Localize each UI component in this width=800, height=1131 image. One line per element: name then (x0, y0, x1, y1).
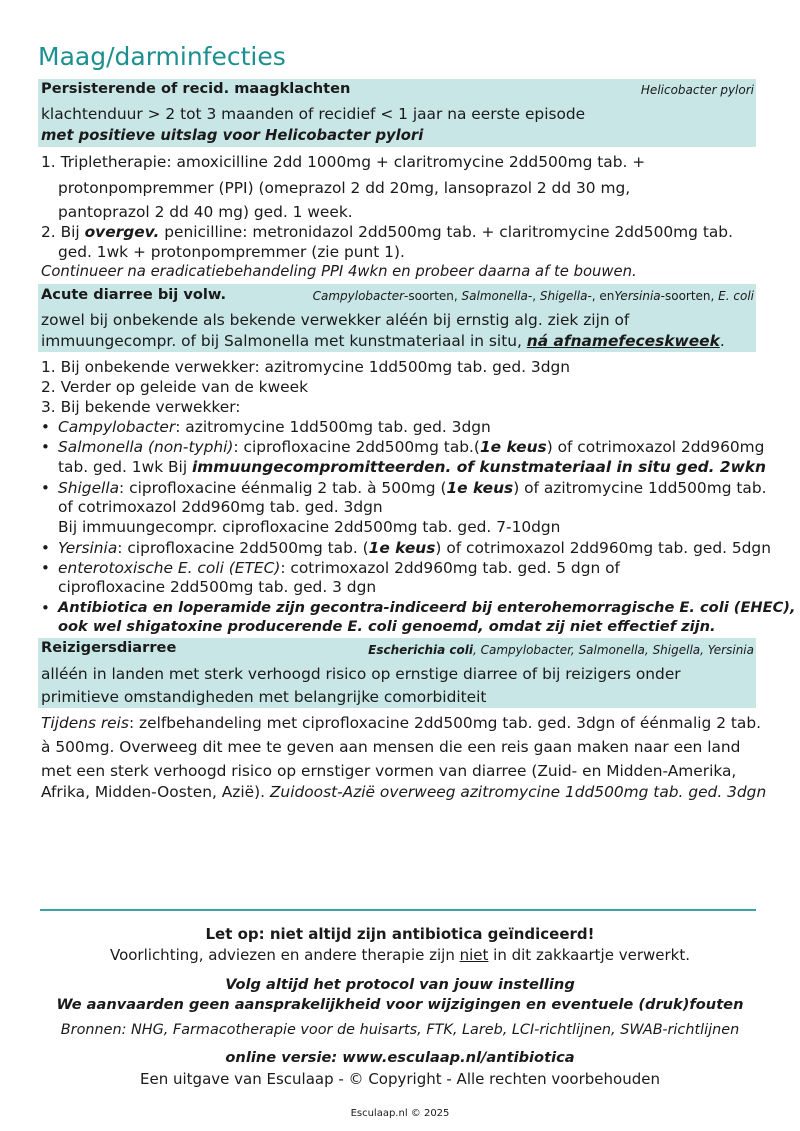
bullet-icon: • (41, 559, 50, 577)
helicobacter-item-1-line-2: protonpompremmer (PPI) (omeprazol 2 dd 20mg, lansoprazol 2 dd 30 mg, (58, 179, 631, 197)
salmonella-item-line-2: tab. ged. 1wk Bij immuungecompromitteerden. of kunstmateriaal in situ ged. 2wkn (58, 458, 766, 476)
footer-online-link: online versie: www.esculaap.nl/antibiotica (225, 1049, 575, 1066)
shigella-item-line-3: Bij immuungecompr. ciprofloxacine 2dd500mg tab. ged. 7-10dgn (58, 518, 561, 536)
bullet-icon: • (41, 479, 50, 497)
diarrhea-step-1: 1. Bij onbekende verwekker: azitromycine 1dd500mg tab. ged. 3dgn (41, 358, 570, 376)
footer-protocol: Volg altijd het protocol van jouw instelling (225, 976, 575, 993)
footer-divider (40, 909, 756, 911)
yersinia-item: Yersinia: ciprofloxacine 2dd500mg tab. (1e keus) of cotrimoxazol 2dd960mg tab. ged. 5dgn (58, 539, 771, 557)
section-helicobacter-source: Helicobacter pylori (640, 83, 754, 97)
shigella-item-line-1: Shigella: ciprofloxacine éénmalig 2 tab. à 500mg (1e keus) of azitromycine 1dd500mg tab. (58, 479, 767, 497)
shigella-item-line-2: of cotrimoxazol 2dd960mg tab. ged. 3dgn (58, 498, 383, 516)
helicobacter-item-2-line-1: 2. Bij overgev. penicilline: metronidazol 2dd500mg tab. + claritromycine 2dd500mg tab. (41, 223, 733, 241)
footer-liability: We aanvaarden geen aansprakelijkheid voor wijzigingen en eventuele (druk)fouten (56, 996, 744, 1013)
footer-info: Voorlichting, adviezen en andere therapie zijn niet in dit zakkaartje verwerkt. (109, 946, 690, 964)
bullet-icon: • (41, 418, 50, 436)
footer-sources: Bronnen: NHG, Farmacotherapie voor de huisarts, FTK, Lareb, LCI-richtlijnen, SWAB-richtlijnen (60, 1022, 740, 1038)
helicobacter-item-1-line-3: pantoprazol 2 dd 40 mg) ged. 1 week. (58, 203, 353, 221)
section-diarrhea-criteria-2: immuungecompr. of bij Salmonella met kunstmateriaal in situ, ná afnamefeceskweek. (41, 332, 725, 350)
travel-paragraph-line-3: met een sterk verhoogd risico op ernstiger vormen van diarree (Zuid- en Midden-Amerika, (41, 762, 737, 780)
helicobacter-note: Continueer na eradicatiebehandeling PPI 4wkn en probeer daarna af te bouwen. (41, 263, 637, 280)
section-travel-header: Reizigersdiarree (41, 639, 177, 656)
campylobacter-item: Campylobacter: azitromycine 1dd500mg tab. ged. 3dgn (58, 418, 491, 436)
section-diarrhea-header: Acute diarree bij volw. (41, 286, 227, 303)
ehec-warning-line-1: Antibiotica en loperamide zijn gecontra-indiceerd bij enterohemorragische E. coli (EHEC), (58, 599, 796, 616)
section-diarrhea-criteria-1: zowel bij onbekende als bekende verwekker aléén bij ernstig alg. ziek zijn of (41, 311, 630, 329)
section-travel-criteria-1: alléén in landen met sterk verhoogd risico op ernstige diarree of bij reizigers onder (41, 665, 681, 683)
travel-paragraph-line-4: Afrika, Midden-Oosten, Azië). Zuidoost-Azië overweeg azitromycine 1dd500mg tab. ged. 3dgn (41, 783, 767, 801)
travel-paragraph-line-2: à 500mg. Overweeg dit mee te geven aan mensen die een reis gaan maken naar een land (41, 738, 741, 756)
helicobacter-item-2-line-2: ged. 1wk + protonpompremmer (zie punt 1). (58, 243, 405, 261)
diarrhea-step-3: 3. Bij bekende verwekker: (41, 398, 241, 416)
etec-item-line-2: ciprofloxacine 2dd500mg tab. ged. 3 dgn (58, 578, 377, 596)
footer-warning: Let op: niet altijd zijn antibiotica geïndiceerd! (205, 925, 595, 943)
bullet-icon: • (41, 438, 50, 456)
salmonella-item-line-1: Salmonella (non-typhi): ciprofloxacine 2dd500mg tab.(1e keus) of cotrimoxazol 2dd960mg (58, 438, 765, 456)
section-diarrhea-source: Campylobacter-soorten, Salmonella-, Shigella-, enYersinia-soorten, E. coli (312, 289, 754, 303)
helicobacter-item-1-line-1: 1. Tripletherapie: amoxicilline 2dd 1000mg + claritromycine 2dd500mg tab. + (41, 153, 646, 171)
section-helicobacter-criteria-2: met positieve uitslag voor Helicobacter pylori (41, 127, 424, 144)
bullet-icon: • (41, 539, 50, 557)
section-travel-source: Escherichia coli, Campylobacter, Salmonella, Shigella, Yersinia (368, 643, 754, 657)
diarrhea-step-2: 2. Verder op geleide van de kweek (41, 378, 309, 396)
footer-copyright: Esculaap.nl © 2025 (350, 1108, 450, 1119)
bullet-icon: • (41, 599, 50, 617)
section-helicobacter-header: Persisterende of recid. maagklachten (41, 80, 351, 97)
section-helicobacter-criteria-1: klachtenduur > 2 tot 3 maanden of recidief < 1 jaar na eerste episode (41, 105, 586, 123)
ehec-warning-line-2: ook wel shigatoxine producerende E. coli genoemd, omdat zij niet effectief zijn. (58, 618, 716, 635)
footer-publisher: Een uitgave van Esculaap - © Copyright - Alle rechten voorbehouden (140, 1070, 660, 1088)
etec-item-line-1: enterotoxische E. coli (ETEC): cotrimoxazol 2dd960mg tab. ged. 5 dgn of (58, 559, 620, 577)
section-travel-criteria-2: primitieve omstandigheden met belangrijke comorbiditeit (41, 688, 487, 706)
page-title: Maag/darminfecties (38, 42, 286, 71)
travel-paragraph-line-1: Tijdens reis: zelfbehandeling met ciprofloxacine 2dd500mg tab. ged. 3dgn of éénmalig 2 tab. (41, 714, 762, 732)
